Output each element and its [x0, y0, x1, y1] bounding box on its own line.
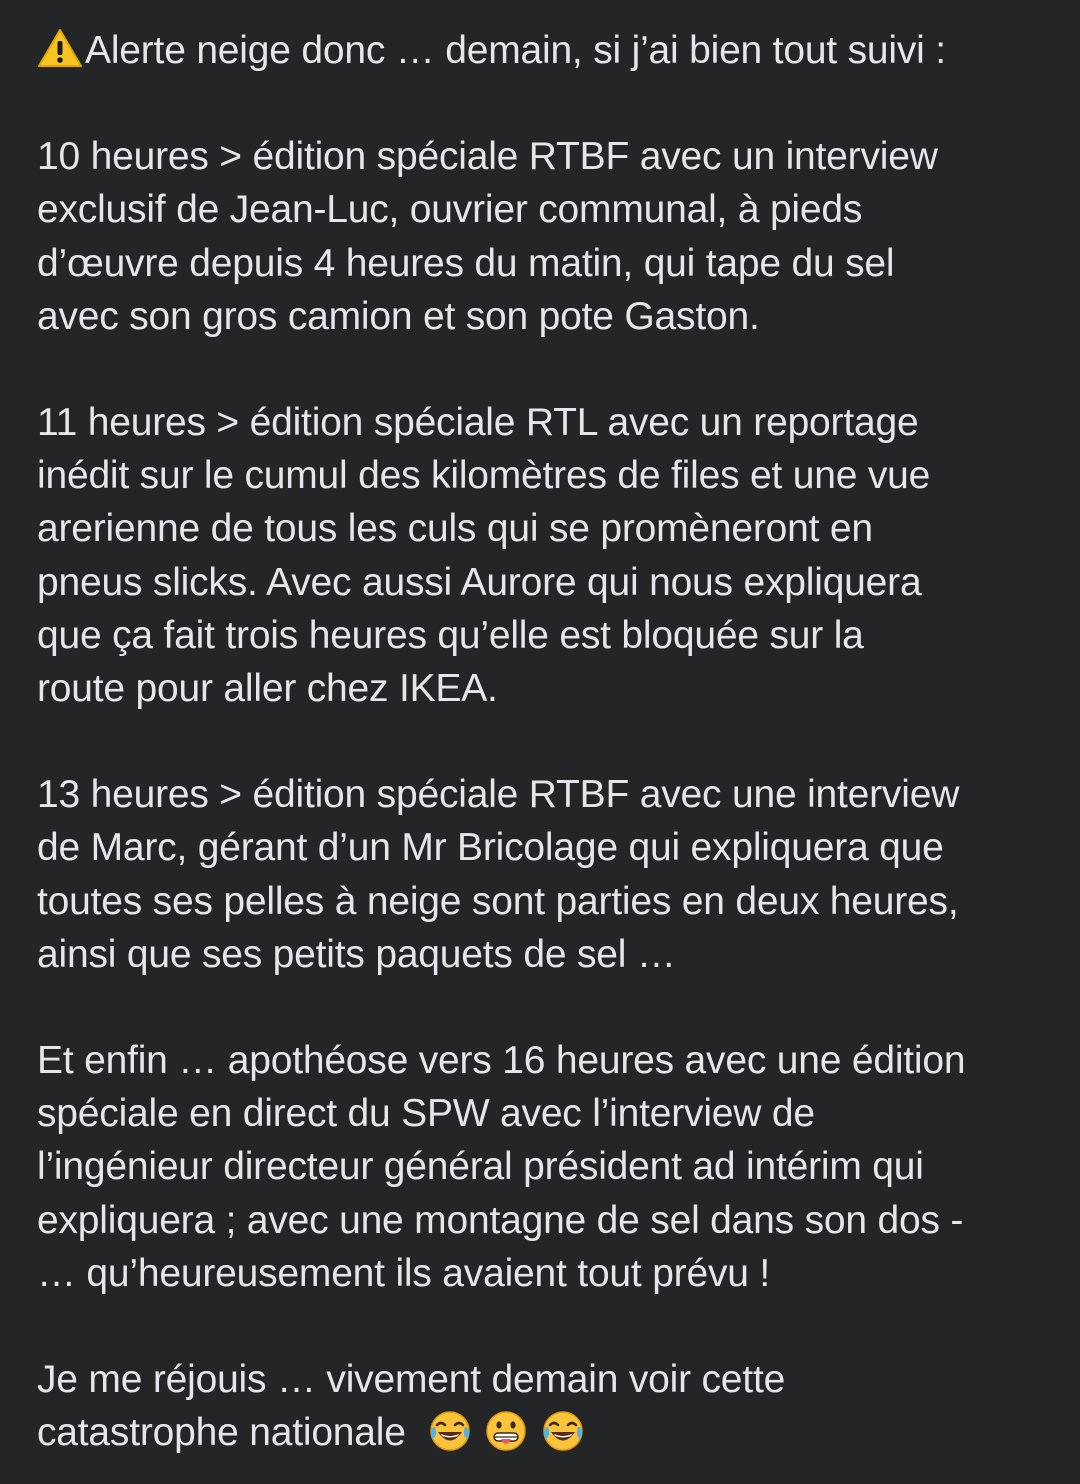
post-intro [37, 24, 1067, 77]
text-line: inédit sur le cumul des kilomètres de files et une vue [37, 454, 931, 498]
text-line: route pour aller chez IKEA. [37, 667, 498, 711]
paragraph-11h [37, 396, 1067, 715]
post-body [37, 24, 1067, 1459]
paragraph-16h [37, 1034, 1067, 1300]
text-line: expliquera ; avec une montagne de sel dans son dos - [37, 1198, 964, 1242]
text-line: catastrophe nationale [37, 1411, 406, 1455]
text-line: arerienne de tous les culs qui se promèneront en [37, 507, 873, 551]
text-line: l’ingénieur directeur général président ad intérim qui [37, 1145, 924, 1189]
emoji-row [426, 1406, 585, 1459]
tears-of-joy-emoji [541, 1409, 585, 1453]
paragraph-10h [37, 130, 1067, 343]
text-line: spéciale en direct du SPW avec l’interview de [37, 1092, 815, 1136]
text-line: d’œuvre depuis 4 heures du matin, qui tape du sel [37, 241, 895, 285]
paragraph-13h [37, 768, 1067, 981]
warning-icon [37, 28, 83, 68]
text-line: de Marc, gérant d’un Mr Bricolage qui expliquera que [37, 826, 944, 870]
paragraph-closing [37, 1353, 1067, 1459]
intro-text: Alerte neige donc … demain, si j’ai bien tout suivi : [85, 29, 946, 72]
text-line: avec son gros camion et son pote Gaston. [37, 294, 760, 338]
text-line: ainsi que ses petits paquets de sel … [37, 932, 676, 976]
tongue-out-emoji [484, 1409, 528, 1453]
text-line: que ça fait trois heures qu’elle est bloquée sur la [37, 613, 864, 657]
text-line: toutes ses pelles à neige sont parties en deux heures, [37, 879, 959, 923]
text-line: pneus slicks. Avec aussi Aurore qui nous expliquera [37, 560, 922, 604]
text-line: 13 heures > édition spéciale RTBF avec une interview [37, 773, 960, 817]
text-line: … qu’heureusement ils avaient tout prévu ! [37, 1251, 771, 1295]
text-line: Et enfin … apothéose vers 16 heures avec une édition [37, 1039, 966, 1083]
text-line: Je me réjouis … vivement demain voir cette [37, 1358, 786, 1402]
tears-of-joy-emoji [428, 1409, 472, 1453]
text-line: 10 heures > édition spéciale RTBF avec un interview [37, 135, 938, 179]
text-line: 11 heures > édition spéciale RTL avec un reportage [37, 401, 919, 445]
text-line: exclusif de Jean-Luc, ouvrier communal, à pieds [37, 188, 863, 232]
